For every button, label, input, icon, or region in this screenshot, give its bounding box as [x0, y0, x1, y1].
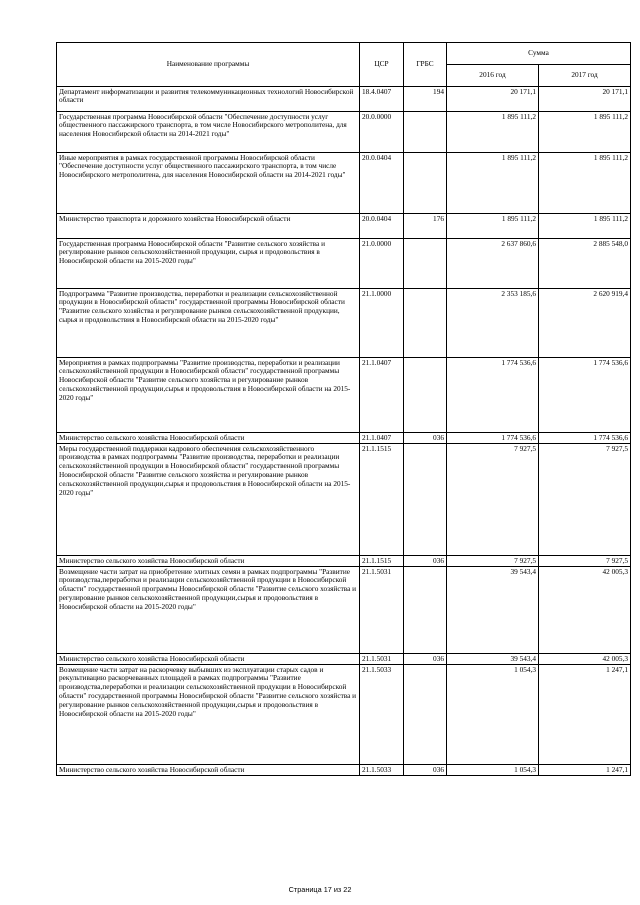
row-csr: 21.1.1515 — [360, 444, 404, 556]
table-row — [57, 87, 631, 112]
row-name: Возмещение части затрат на раскорчевку выбывших из эксплуатации старых садов и рекультивацию раскорчеванных площадей в рамках подпрограммы "Развитие производства,переработки и реализации сельскохозяйственной продукции в Новосибирской области" государственной программы Новосибирской области "Развитие сельского хозяйства и регулирование рынков сельскохозяйственной продукции,сырья и продовольствия в Новосибирской области на 2015-2020 годы" — [57, 665, 360, 765]
row-grbs: 036 — [404, 433, 447, 444]
row-2016: 2 637 860,6 — [447, 239, 539, 289]
row-2016: 1 054,3 — [447, 765, 539, 776]
row-name: Министерство сельского хозяйства Новосибирской области — [57, 556, 360, 567]
row-2017: 2 620 919,4 — [539, 289, 631, 358]
header-sum: Сумма — [447, 43, 631, 65]
row-grbs — [404, 289, 447, 358]
row-2017: 1 774 536,6 — [539, 358, 631, 433]
table-row — [57, 289, 631, 358]
row-name: Министерство сельского хозяйства Новосибирской области — [57, 765, 360, 776]
table-row — [57, 358, 631, 433]
row-2017: 42 005,3 — [539, 654, 631, 665]
row-2016: 20 171,1 — [447, 87, 539, 112]
row-grbs: 036 — [404, 556, 447, 567]
row-2017: 1 774 536,6 — [539, 433, 631, 444]
row-grbs — [404, 112, 447, 153]
row-csr: 21.1.5033 — [360, 665, 404, 765]
row-csr: 21.1.5031 — [360, 567, 404, 654]
row-csr: 20.0.0000 — [360, 112, 404, 153]
row-grbs — [404, 444, 447, 556]
table-row — [57, 214, 631, 239]
row-name: Государственная программа Новосибирской области "Развитие сельского хозяйства и регулирование рынков сельскохозяйственной продукции, сырья и продовольствия в Новосибирской области на 2015-2020 годы" — [57, 239, 360, 289]
row-2016: 2 353 185,6 — [447, 289, 539, 358]
row-2016: 7 927,5 — [447, 556, 539, 567]
row-2017: 7 927,5 — [539, 444, 631, 556]
page-footer: Страница 17 из 22 — [288, 885, 352, 894]
row-2017: 1 247,1 — [539, 765, 631, 776]
row-name: Департамент информатизации и развития телекоммуникационных технологий Новосибирской области — [57, 87, 360, 112]
row-2016: 1 774 536,6 — [447, 358, 539, 433]
row-name: Иные мероприятия в рамках государственной программы Новосибирской области "Обеспечение доступности услуг общественного пассажирского транспорта, в том числе Новосибирского метрополитена, для населения Новосибирской области на 2014-2021 годы" — [57, 153, 360, 214]
row-2016: 7 927,5 — [447, 444, 539, 556]
row-name: Подпрограмма "Развитие производства, переработки и реализации сельскохозяйственной продукции в Новосибирской области" государственной программы Новосибирской области "Развитие сельского хозяйства и регулирование рынков сельскохозяйственной продукции, сырья и продовольствия в Новосибирской области на 2015-2020 годы" — [57, 289, 360, 358]
row-grbs — [404, 153, 447, 214]
table-row — [57, 153, 631, 214]
row-grbs — [404, 665, 447, 765]
row-2017: 1 895 111,2 — [539, 153, 631, 214]
table-row — [57, 654, 631, 665]
row-2016: 1 774 536,6 — [447, 433, 539, 444]
row-2016: 39 543,4 — [447, 654, 539, 665]
row-grbs: 036 — [404, 765, 447, 776]
table-row — [57, 556, 631, 567]
header-grbs: ГРБС — [404, 43, 447, 87]
row-grbs — [404, 239, 447, 289]
row-csr: 18.4.0407 — [360, 87, 404, 112]
row-csr: 20.0.0404 — [360, 153, 404, 214]
table-row — [57, 665, 631, 765]
row-name: Министерство транспорта и дорожного хозяйства Новосибирской области — [57, 214, 360, 239]
row-2016: 39 543,4 — [447, 567, 539, 654]
table-row — [57, 765, 631, 776]
row-csr: 21.1.0000 — [360, 289, 404, 358]
row-grbs — [404, 567, 447, 654]
row-grbs: 176 — [404, 214, 447, 239]
row-csr: 21.1.0407 — [360, 433, 404, 444]
row-name: Государственная программа Новосибирской области "Обеспечение доступности услуг общественного пассажирского транспорта, в том числе Новосибирского метрополитена, для населения Новосибирской области на 2014-2021 годы" — [57, 112, 360, 153]
row-name: Возмещение части затрат на приобретение элитных семян в рамках подпрограммы "Развитие производства,переработки и реализации сельскохозяйственной продукции в Новосибирской области" государственной программы Новосибирской области "Развитие сельского хозяйства и регулирование рынков сельскохозяйственной продукции,сырья и продовольствия в Новосибирской области на 2015-2020 годы" — [57, 567, 360, 654]
row-2017: 7 927,5 — [539, 556, 631, 567]
row-2016: 1 895 111,2 — [447, 112, 539, 153]
table-row — [57, 433, 631, 444]
table-row — [57, 444, 631, 556]
row-grbs: 036 — [404, 654, 447, 665]
row-2017: 42 005,3 — [539, 567, 631, 654]
row-csr: 20.0.0404 — [360, 214, 404, 239]
budget-table — [56, 42, 631, 776]
row-name: Министерство сельского хозяйства Новосибирской области — [57, 433, 360, 444]
row-grbs: 194 — [404, 87, 447, 112]
table-row — [57, 112, 631, 153]
row-2017: 1 247,1 — [539, 665, 631, 765]
row-csr: 21.1.1515 — [360, 556, 404, 567]
row-csr: 21.0.0000 — [360, 239, 404, 289]
budget-table-wrapper — [56, 42, 630, 776]
row-2017: 20 171,1 — [539, 87, 631, 112]
row-csr: 21.1.0407 — [360, 358, 404, 433]
header-2017: 2017 год — [539, 65, 631, 87]
table-row — [57, 567, 631, 654]
row-2016: 1 054,3 — [447, 665, 539, 765]
row-2016: 1 895 111,2 — [447, 153, 539, 214]
row-csr: 21.1.5033 — [360, 765, 404, 776]
header-name: Наименование программы — [57, 43, 360, 87]
row-2016: 1 895 111,2 — [447, 214, 539, 239]
header-2016: 2016 год — [447, 65, 539, 87]
row-name: Меры государственной поддержки кадрового обеспечения сельскохозяйственного производства в рамках подпрограммы "Развитие производства, переработки и реализации сельскохозяйственной продукции в Новосибирской области" государственной программы Новосибирской области "Развитие сельского хозяйства и регулирование рынков сельскохозяйственной продукции,сырья и продовольствия в Новосибирской области на 2015-2020 годы" — [57, 444, 360, 556]
row-name: Мероприятия в рамках подпрограммы "Развитие производства, переработки и реализации сельскохозяйственной продукции в Новосибирской области" государственной программы Новосибирской области "Развитие сельского хозяйства и регулирование рынков сельскохозяйственной продукции,сырья и продовольствия в Новосибирской области на 2015-2020 годы" — [57, 358, 360, 433]
row-2017: 2 885 548,0 — [539, 239, 631, 289]
row-name: Министерство сельского хозяйства Новосибирской области — [57, 654, 360, 665]
row-2017: 1 895 111,2 — [539, 214, 631, 239]
row-2017: 1 895 111,2 — [539, 112, 631, 153]
row-grbs — [404, 358, 447, 433]
table-row — [57, 239, 631, 289]
header-csr: ЦСР — [360, 43, 404, 87]
row-csr: 21.1.5031 — [360, 654, 404, 665]
